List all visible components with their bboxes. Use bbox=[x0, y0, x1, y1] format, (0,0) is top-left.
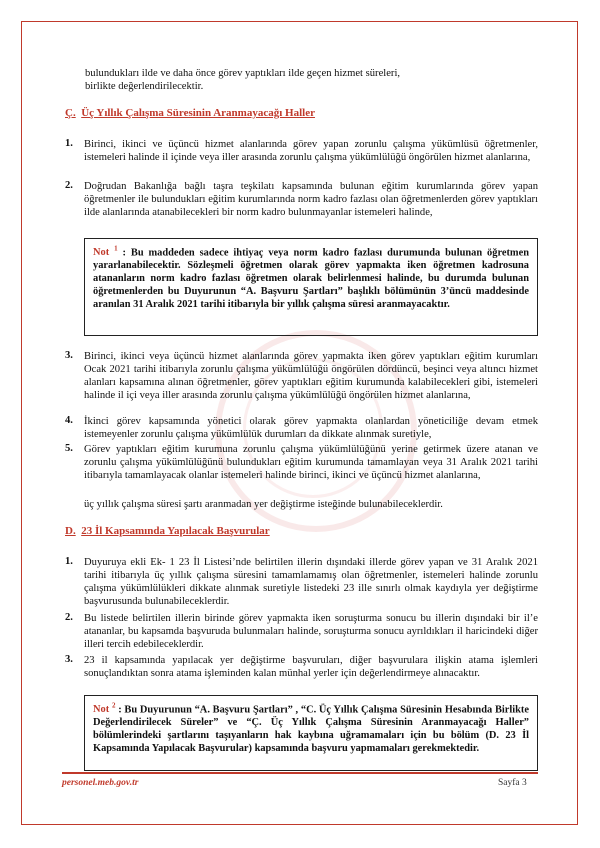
note-1-sup: 1 bbox=[114, 245, 118, 253]
c-item-5-num: 5. bbox=[65, 443, 73, 454]
section-c-closing: üç yıllık çalışma süresi şartı aranmadan yer değiştirme isteğinde bulunabileceklerdir. bbox=[84, 499, 443, 510]
d-item-1-text: Duyuruya ekli Ek- 1 23 İl Listesi’nde belirtilen illerin dışındaki illerde görev yapan ve 31 Aralık 2021 tarihi itibarıyla üç yıllık çalışma süresini tamamlamamış olan öğretmenler, istemeleri halinde zorunlu çalışma yükümlülükleri dikkate alınmak suretiyle listedeki 23 ille sınırlı olmak kaydıyla yer değiştirme başvurusunda bulunabileceklerdir. bbox=[84, 557, 538, 607]
note-2-text: : Bu Duyurunun “A. Başvuru Şartları” , “C. Üç Yıllık Çalışma Süresinin Hesabında Birlikte Değerlendirilecek Süreler” ve “Ç. Üç Yıllık Çalışma Süresinin Aranmayacağı Haller” bölümlerindeki şartlarını taşıyanların hak kaybına uğramamaları için bu bölüm (D. 23 İl Kapsamında Yapılacak Başvurular) kapsamında başvuru yapmamaları gerekmektedir. bbox=[93, 704, 529, 755]
d-item-1-num: 1. bbox=[65, 556, 73, 567]
c-item-3-text: Birinci, ikinci veya üçüncü hizmet alanlarında görev yapmakta iken görev yaptıkları eğitim kurumları Ocak 2021 tarihi itibarıyla zorunlu çalışma yükümlülüğü öngörülen dördüncü, beşinci veya altıncı hizmet alanları kapsamına alınan öğretmenler, görev yaptıkları eğitim kurumunda kalabilecekleri gibi, istemeleri halinde il içi veya iller arasında zorunlu çalışma yükümlülüğü öngörülen hizmet alanlarına, bbox=[84, 351, 538, 401]
d-item-3-text: 23 il kapsamında yapılacak yer değiştirme başvuruları, diğer başvurulara ilişkin atama işlemleri sonuçlandıktan sonra atama işleminden kalan münhal yerler için değerlendirmeye alınacaktır. bbox=[84, 655, 538, 679]
note-2-sup: 2 bbox=[111, 702, 116, 710]
note-1-label: Not $^1$ bbox=[93, 245, 118, 259]
d-item-2-text: Bu listede belirtilen illerin birinde görev yapmakta iken soruşturma sonucu bu illerin dışındaki bir il’e atananlar, bu kapsamda başvuruda bulunmaları halinde, soruşturma sonucu ayrıldıkları il haricindeki diğer illeri tercih edebileceklerdir. bbox=[84, 613, 538, 650]
d-item-2-num: 2. bbox=[65, 612, 73, 623]
section-d-heading bbox=[65, 525, 270, 537]
c-item-1-text: Birinci, ikinci ve üçüncü hizmet alanlarında görev yapan zorunlu çalışma yükümlüsü öğretmenler, istemeleri halinde il içinde veya iller arasında zorunlu çalışma yükümlülüğü öngörülen hizmet alanlarına, bbox=[84, 139, 538, 163]
c-item-5-text: Görev yaptıkları eğitim kurumuna zorunlu çalışma yükümlülüğünü yerine getirmek üzere atanan ve zorunlu çalışma yükümlülüğünü bulundukları eğitim kurumunda tamamlayan veya 31 Aralık 2021 tarihi itibarıyla tamamlayacak olanlar istemeleri halinde birinci, ikinci ve üçüncü hizmet alanlarına, bbox=[84, 444, 538, 481]
note-1-box bbox=[84, 238, 538, 336]
footer-divider bbox=[62, 772, 538, 774]
footer-page-number: Sayfa 3 bbox=[498, 778, 527, 788]
note-2-box bbox=[84, 695, 538, 771]
section-c-heading bbox=[65, 107, 315, 119]
section-c-title: Üç Yıllık Çalışma Süresinin Aranmayacağı Haller bbox=[81, 107, 315, 119]
c-item-2-text: Doğrudan Bakanlığa bağlı taşra teşkilatı kapsamında bulunan eğitim kurumlarında görev yapan öğretmenler ile bulundukları eğitim kurumlarında norm kadro fazlası olan öğretmenlerden görev yaptıkları ilde alanlarında atanabilecekleri bir norm kadro bulunmayanlar istemeleri halinde, bbox=[84, 181, 538, 218]
c-item-3-num: 3. bbox=[65, 350, 73, 361]
intro-line-1: bulundukları ilde ve daha önce görev yaptıkları ilde geçen hizmet süreleri, bbox=[85, 68, 401, 79]
section-d-letter: D. bbox=[65, 525, 76, 537]
note-1-text: : Bu maddeden sadece ihtiyaç veya norm kadro fazlası durumunda bulunan öğretmen yararlanabilecektir. Sözleşmeli öğretmen olarak görev yapmakta iken öğretmen kadrosuna atananların norm kadro fazlası öğretmen olarak belirlenmesi halinde, bu durumda bulunan öğretmenlerden bu Duyurunun “A. Başvuru Şartları” başlıklı bölümünün 3’üncü maddesinde aranılan 31 Aralık 2021 tarihi itibarıyla bir yıllık çalışma süresi aranmayacaktır. bbox=[93, 247, 529, 311]
intro-line-2: birlikte değerlendirilecektir. bbox=[85, 81, 204, 92]
c-item-1-num: 1. bbox=[65, 138, 73, 149]
c-item-2-num: 2. bbox=[65, 180, 73, 191]
d-item-3-num: 3. bbox=[65, 654, 73, 665]
section-d-title: 23 İl Kapsamında Yapılacak Başvurular bbox=[81, 525, 270, 537]
section-c-letter: Ç. bbox=[65, 107, 76, 119]
c-item-4-num: 4. bbox=[65, 415, 73, 426]
note-2-label: Not $^2$ bbox=[93, 702, 116, 716]
c-item-4-text: İkinci görev kapsamında yönetici olarak görev yapmakta olanlardan yöneticiliğe devam etmek istemeyenler zorunlu çalışma yükümlülük durumları da dikkate alınmak suretiyle, bbox=[84, 416, 538, 440]
footer-site-link[interactable]: personel.meb.gov.tr bbox=[62, 778, 139, 788]
